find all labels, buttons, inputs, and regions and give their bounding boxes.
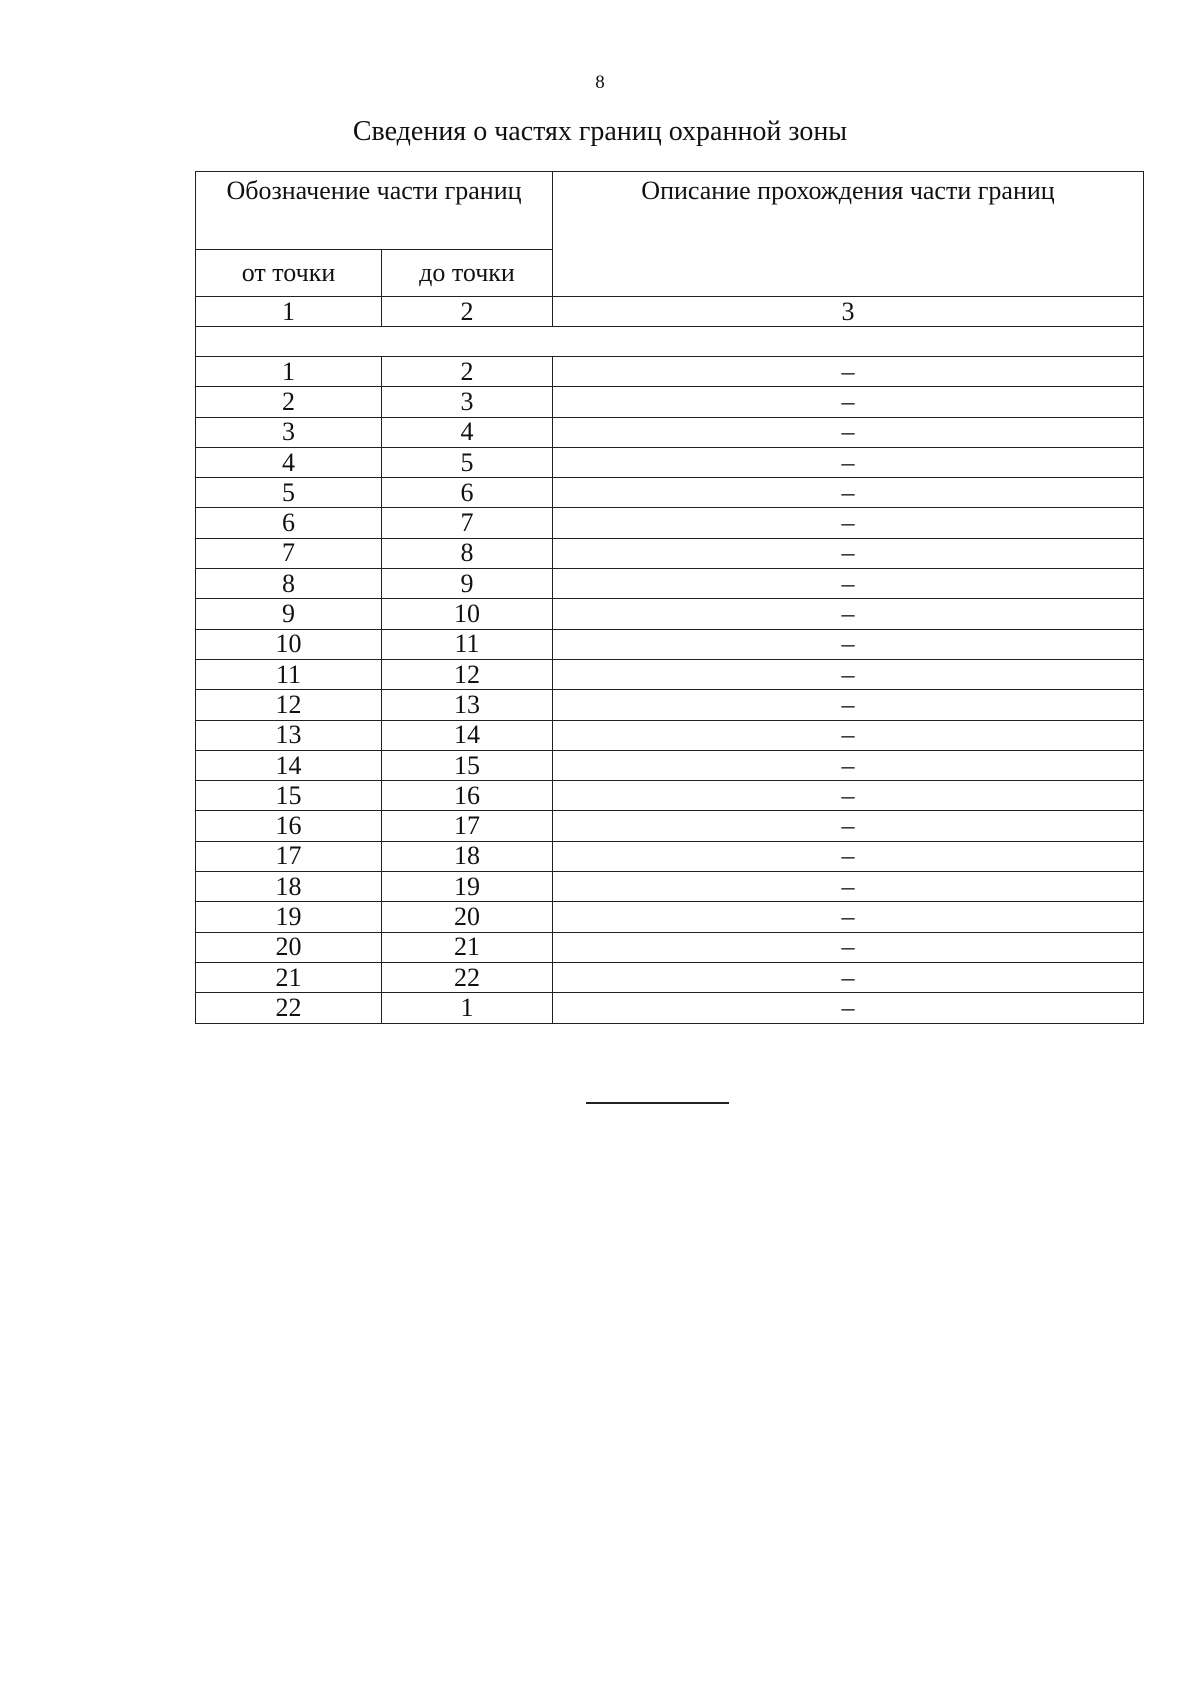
cell-from-point: 4 [196, 447, 382, 477]
table-row [196, 357, 1144, 387]
table-row [196, 417, 1144, 447]
table-header [196, 172, 1144, 297]
cell-from-point: 8 [196, 569, 382, 599]
cell-to-point: 17 [382, 811, 553, 841]
document-title: Сведения о частях границ охранной зоны [352, 116, 848, 147]
page-number: 8 [595, 72, 605, 93]
cell-from-point: 21 [196, 962, 382, 992]
column-number: 2 [382, 297, 553, 327]
cell-to-point: 14 [382, 720, 553, 750]
cell-description: – [553, 629, 1144, 659]
cell-to-point: 10 [382, 599, 553, 629]
cell-to-point: 6 [382, 478, 553, 508]
cell-from-point: 2 [196, 387, 382, 417]
cell-description: – [553, 659, 1144, 689]
cell-from-point: 9 [196, 599, 382, 629]
cell-to-point: 2 [382, 357, 553, 387]
cell-description: – [553, 599, 1144, 629]
cell-from-point: 16 [196, 811, 382, 841]
table-row [196, 538, 1144, 568]
cell-description: – [553, 478, 1144, 508]
cell-from-point: 20 [196, 932, 382, 962]
cell-to-point: 20 [382, 902, 553, 932]
cell-description: – [553, 902, 1144, 932]
table-row [196, 902, 1144, 932]
cell-from-point: 10 [196, 629, 382, 659]
cell-from-point: 17 [196, 841, 382, 871]
boundary-parts-table [195, 171, 1144, 1024]
cell-to-point: 11 [382, 629, 553, 659]
table-row [196, 387, 1144, 417]
cell-to-point: 13 [382, 690, 553, 720]
section-row [196, 327, 1144, 357]
table-row [196, 962, 1144, 992]
end-rule-line [586, 1102, 729, 1104]
header-designation: Обозначение части границ [196, 172, 553, 250]
cell-from-point: 1 [196, 357, 382, 387]
table-body [196, 297, 1144, 1024]
header-description: Описание прохождения части границ [553, 172, 1144, 297]
cell-to-point: 18 [382, 841, 553, 871]
cell-description: – [553, 750, 1144, 780]
cell-description: – [553, 993, 1144, 1023]
table-row [196, 690, 1144, 720]
cell-description: – [553, 538, 1144, 568]
table-row [196, 750, 1144, 780]
table-row [196, 720, 1144, 750]
cell-description: – [553, 932, 1144, 962]
cell-from-point: 15 [196, 781, 382, 811]
table-row [196, 872, 1144, 902]
cell-description: – [553, 872, 1144, 902]
table-row [196, 569, 1144, 599]
table-row [196, 447, 1144, 477]
cell-to-point: 5 [382, 447, 553, 477]
cell-from-point: 11 [196, 659, 382, 689]
cell-to-point: 8 [382, 538, 553, 568]
cell-description: – [553, 417, 1144, 447]
cell-from-point: 19 [196, 902, 382, 932]
cell-to-point: 1 [382, 993, 553, 1023]
cell-to-point: 15 [382, 750, 553, 780]
cell-to-point: 7 [382, 508, 553, 538]
cell-description: – [553, 357, 1144, 387]
cell-description: – [553, 962, 1144, 992]
cell-to-point: 12 [382, 659, 553, 689]
table-row [196, 508, 1144, 538]
cell-to-point: 9 [382, 569, 553, 599]
column-number-row [196, 297, 1144, 327]
table-row [196, 478, 1144, 508]
cell-from-point: 14 [196, 750, 382, 780]
table-row [196, 629, 1144, 659]
cell-from-point: 6 [196, 508, 382, 538]
cell-from-point: 22 [196, 993, 382, 1023]
header-from-point: от точки [196, 250, 382, 297]
cell-to-point: 3 [382, 387, 553, 417]
cell-from-point: 13 [196, 720, 382, 750]
cell-to-point: 19 [382, 872, 553, 902]
table-row [196, 659, 1144, 689]
section-label [196, 327, 1144, 357]
table-row [196, 932, 1144, 962]
cell-from-point: 12 [196, 690, 382, 720]
cell-description: – [553, 508, 1144, 538]
cell-description: – [553, 781, 1144, 811]
header-to-point: до точки [382, 250, 553, 297]
table-row [196, 841, 1144, 871]
cell-from-point: 7 [196, 538, 382, 568]
cell-to-point: 21 [382, 932, 553, 962]
column-number: 3 [553, 297, 1144, 327]
table-row [196, 811, 1144, 841]
table-row [196, 599, 1144, 629]
cell-from-point: 3 [196, 417, 382, 447]
column-number: 1 [196, 297, 382, 327]
cell-to-point: 22 [382, 962, 553, 992]
cell-description: – [553, 690, 1144, 720]
cell-from-point: 5 [196, 478, 382, 508]
cell-from-point: 18 [196, 872, 382, 902]
table-row [196, 993, 1144, 1023]
cell-description: – [553, 811, 1144, 841]
cell-description: – [553, 720, 1144, 750]
cell-to-point: 16 [382, 781, 553, 811]
cell-to-point: 4 [382, 417, 553, 447]
cell-description: – [553, 841, 1144, 871]
cell-description: – [553, 447, 1144, 477]
cell-description: – [553, 387, 1144, 417]
cell-description: – [553, 569, 1144, 599]
table-row [196, 781, 1144, 811]
